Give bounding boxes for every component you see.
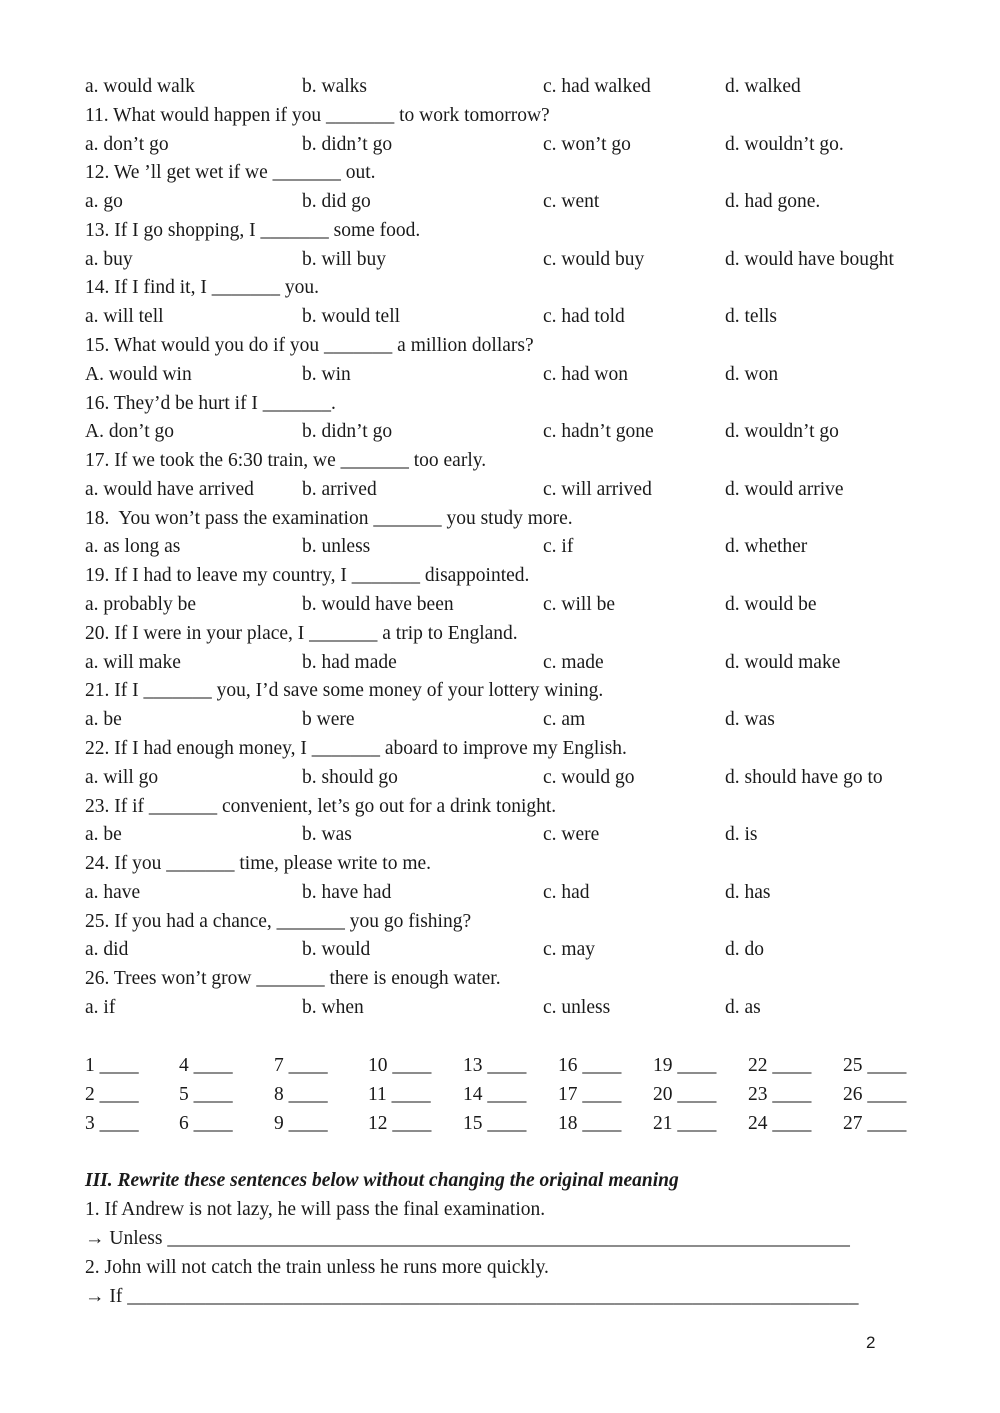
option-c: c. had walked (543, 76, 651, 97)
answer-blank: 10 ____ (368, 1055, 432, 1076)
rewrite-prompt-2: → If ___________________________________________________________________________ (85, 1286, 859, 1307)
option-b: b. walks (302, 76, 367, 97)
option-a: a. go (85, 191, 123, 212)
answer-blank: 14 ____ (463, 1084, 527, 1105)
answer-blank: 22 ____ (748, 1055, 812, 1076)
page-number: 2 (866, 1333, 876, 1352)
answer-blank: 23 ____ (748, 1084, 812, 1105)
answer-blank: 4 ____ (179, 1055, 233, 1076)
option-a: a. will make (85, 652, 181, 673)
option-b: b. unless (302, 536, 371, 557)
option-b: b. would have been (302, 594, 454, 615)
option-a: a. if (85, 997, 116, 1018)
option-a: a. be (85, 824, 122, 845)
option-b: b. had made (302, 652, 397, 673)
option-d: d. wouldn’t go (725, 421, 839, 442)
question-stem: 22. If I had enough money, I _______ aboard to improve my English. (85, 738, 627, 759)
answer-blank: 17 ____ (558, 1084, 622, 1105)
option-c: c. had won (543, 364, 629, 385)
option-d: d. should have go to (725, 767, 883, 788)
option-d: d. tells (725, 306, 777, 327)
option-a: a. did (85, 939, 129, 960)
question-stem: 15. What would you do if you _______ a million dollars? (85, 335, 534, 356)
option-a: a. will go (85, 767, 159, 788)
question-stem: 20. If I were in your place, I _______ a trip to England. (85, 623, 518, 644)
option-a: a. be (85, 709, 122, 730)
answer-blank: 20 ____ (653, 1084, 717, 1105)
question-stem: 25. If you had a chance, _______ you go fishing? (85, 911, 472, 932)
question-stem: 23. If if _______ convenient, let’s go out for a drink tonight. (85, 796, 557, 817)
answer-blank: 12 ____ (368, 1113, 432, 1134)
answer-blank: 26 ____ (843, 1084, 907, 1105)
answer-blank: 3 ____ (85, 1113, 139, 1134)
option-c: c. will arrived (543, 479, 652, 500)
option-b: b. would (302, 939, 371, 960)
answer-blank: 24 ____ (748, 1113, 812, 1134)
section-title: III. Rewrite these sentences below without changing the original meaning (85, 1170, 679, 1191)
question-stem: 13. If I go shopping, I _______ some food. (85, 220, 421, 241)
option-c: c. if (543, 536, 574, 557)
answer-blank: 25 ____ (843, 1055, 907, 1076)
option-a: a. don’t go (85, 134, 169, 155)
question-stem: 16. They’d be hurt if I _______. (85, 393, 336, 414)
question-stem: 21. If I _______ you, I’d save some money of your lottery wining. (85, 680, 604, 701)
option-d: d. do (725, 939, 764, 960)
option-a: a. would walk (85, 76, 195, 97)
option-d: d. would make (725, 652, 841, 673)
answer-blank: 13 ____ (463, 1055, 527, 1076)
option-b: b. win (302, 364, 351, 385)
option-c: c. had (543, 882, 590, 903)
option-b: b. have had (302, 882, 392, 903)
option-b: b. should go (302, 767, 398, 788)
answer-blank: 21 ____ (653, 1113, 717, 1134)
option-b: b. did go (302, 191, 371, 212)
question-stem: 17. If we took the 6:30 train, we _______ too early. (85, 450, 487, 471)
question-stem: 26. Trees won’t grow _______ there is enough water. (85, 968, 501, 989)
option-d: d. would have bought (725, 249, 894, 270)
option-c: c. made (543, 652, 604, 673)
option-d: d. had gone. (725, 191, 821, 212)
option-d: d. has (725, 882, 771, 903)
option-d: d. won (725, 364, 779, 385)
question-stem: 19. If I had to leave my country, I _______ disappointed. (85, 565, 530, 586)
option-d: d. was (725, 709, 775, 730)
option-d: d. is (725, 824, 758, 845)
rewrite-sentence-2: 2. John will not catch the train unless he runs more quickly. (85, 1257, 549, 1278)
option-d: d. would be (725, 594, 817, 615)
answer-blank: 8 ____ (274, 1084, 328, 1105)
answer-blank: 15 ____ (463, 1113, 527, 1134)
answer-blank: 7 ____ (274, 1055, 328, 1076)
option-a: a. probably be (85, 594, 197, 615)
option-a: a. would have arrived (85, 479, 254, 500)
option-b: b. will buy (302, 249, 386, 270)
option-a: a. have (85, 882, 141, 903)
answer-blank: 1 ____ (85, 1055, 139, 1076)
answer-blank: 11 ____ (368, 1084, 431, 1105)
option-c: c. hadn’t gone (543, 421, 654, 442)
answer-blank: 27 ____ (843, 1113, 907, 1134)
option-a: a. will tell (85, 306, 164, 327)
option-a: A. don’t go (85, 421, 175, 442)
option-a: A. would win (85, 364, 192, 385)
answer-blank: 9 ____ (274, 1113, 328, 1134)
option-b: b. when (302, 997, 364, 1018)
option-c: c. won’t go (543, 134, 631, 155)
option-c: c. went (543, 191, 600, 212)
answer-blank: 6 ____ (179, 1113, 233, 1134)
option-b: b. didn’t go (302, 134, 393, 155)
option-b: b were (302, 709, 355, 730)
option-b: b. didn’t go (302, 421, 393, 442)
option-d: d. wouldn’t go. (725, 134, 844, 155)
option-b: b. was (302, 824, 352, 845)
option-c: c. am (543, 709, 586, 730)
question-stem: 12. We ’ll get wet if we _______ out. (85, 162, 376, 183)
question-stem: 11. What would happen if you _______ to work tomorrow? (85, 105, 550, 126)
option-c: c. were (543, 824, 600, 845)
option-b: b. arrived (302, 479, 377, 500)
option-c: c. would go (543, 767, 635, 788)
option-c: c. may (543, 939, 595, 960)
question-stem: 14. If I find it, I _______ you. (85, 277, 319, 298)
option-b: b. would tell (302, 306, 401, 327)
option-a: a. as long as (85, 536, 181, 557)
answer-blank: 19 ____ (653, 1055, 717, 1076)
question-stem: 24. If you _______ time, please write to me. (85, 853, 432, 874)
option-a: a. buy (85, 249, 133, 270)
answer-blank: 5 ____ (179, 1084, 233, 1105)
answer-blank: 2 ____ (85, 1084, 139, 1105)
option-d: d. walked (725, 76, 801, 97)
option-d: d. would arrive (725, 479, 844, 500)
rewrite-prompt-1: → Unless ______________________________________________________________________ (85, 1228, 850, 1249)
question-stem: 18. You won’t pass the examination _______ you study more. (85, 508, 573, 529)
answer-blank: 16 ____ (558, 1055, 622, 1076)
option-c: c. had told (543, 306, 625, 327)
option-c: c. unless (543, 997, 611, 1018)
answer-blank: 18 ____ (558, 1113, 622, 1134)
option-c: c. would buy (543, 249, 645, 270)
option-d: d. as (725, 997, 761, 1018)
option-d: d. whether (725, 536, 808, 557)
rewrite-sentence-1: 1. If Andrew is not lazy, he will pass the final examination. (85, 1199, 546, 1220)
option-c: c. will be (543, 594, 616, 615)
